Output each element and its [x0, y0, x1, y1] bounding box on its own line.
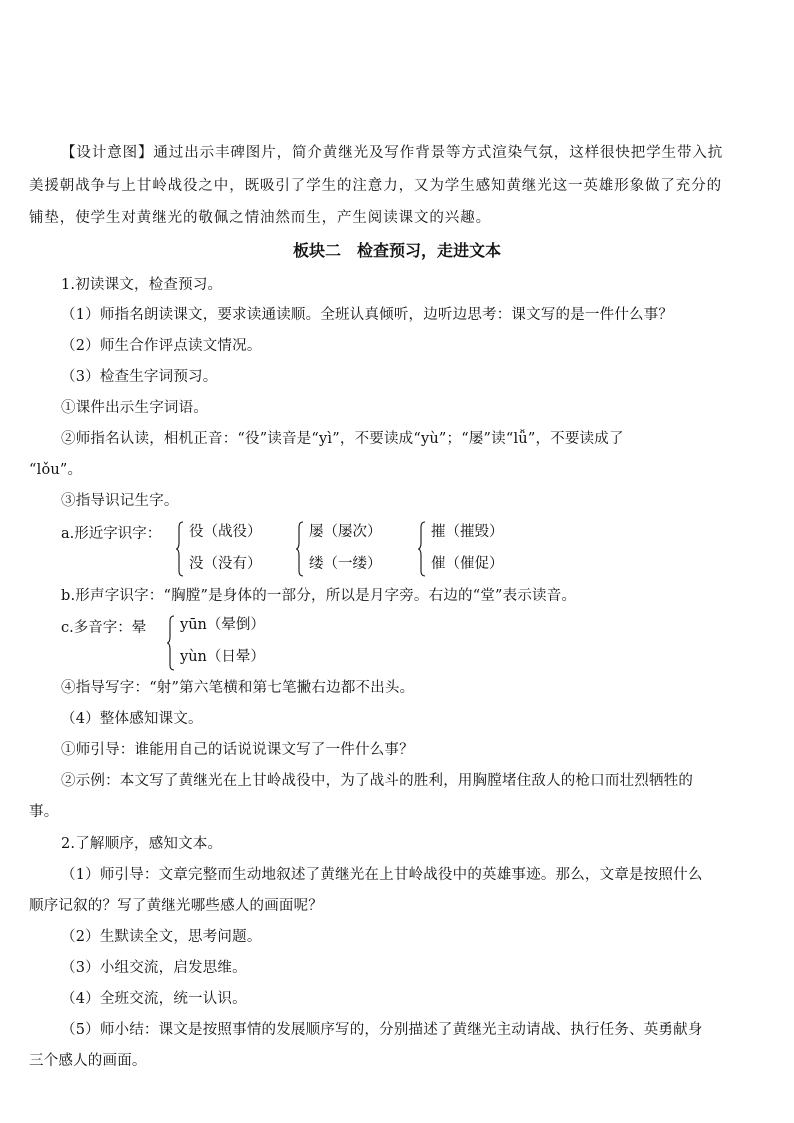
- s1-d2-line-2: 事。: [29, 804, 59, 820]
- s2-heading: 2.了解顺序，感知文本。: [61, 836, 223, 852]
- s2-p3: （3）小组交流，启发思维。: [61, 960, 247, 976]
- s1-d1: ①师引导：谁能用自己的话说说课文写了一件什么事？: [61, 742, 414, 758]
- char-cui-urge: 催（催促）: [431, 556, 504, 572]
- reading-yun1: yūn（晕倒）: [180, 617, 265, 633]
- char-lv-strand: 缕（一缕）: [309, 556, 382, 572]
- section-title: 板块二 检查预习，走进文本: [292, 241, 501, 260]
- reading-yun4: yùn（日晕）: [180, 649, 265, 665]
- design-intent-line-3: 铺垫，使学生对黄继光的敬佩之情油然而生，产生阅读课文的兴趣。: [29, 210, 491, 226]
- s2-p5-line-2: 三个感人的画面。: [29, 1053, 147, 1069]
- s2-p1-line-2: 顺序记叙的？写了黄继光哪些感人的画面呢？: [29, 898, 323, 914]
- s1-c2-line-2: “lǒu”。: [29, 462, 83, 478]
- s1-c3: ③指导识记生字。: [61, 493, 179, 509]
- similar-chars-label: a.形近字识字：: [61, 526, 162, 542]
- char-cui-destroy: 摧（摧毁）: [431, 524, 504, 540]
- s1-p2: （2）师生合作评点读文情况。: [61, 338, 262, 354]
- design-intent-line-2: 美援朝战争与上甘岭战役之中，既吸引了学生的注意力，又为学生感知黄继光这一英雄形象做了充分的: [29, 178, 722, 194]
- brace-group-3: [418, 521, 426, 577]
- brace-polyphonic: [167, 615, 175, 671]
- s1-c1: ①课件出示生字词语。: [61, 400, 208, 416]
- char-yi-war: 役（战役）: [189, 524, 262, 540]
- s1-c4: ④指导写字：“射”第六笔横和第七笔撇右边都不出头。: [61, 680, 415, 696]
- brace-group-1: [176, 521, 184, 577]
- s1-p4: （4）整体感知课文。: [61, 711, 203, 727]
- polyphonic-label: c.多音字：晕: [61, 620, 147, 636]
- s1-b: b.形声字识字：“胸膛”是身体的一部分，所以是月字旁。右边的“堂”表示读音。: [61, 588, 577, 604]
- s1-heading: 1.初读课文，检查预习。: [61, 277, 223, 293]
- s2-p1-line-1: （1）师引导：文章完整而生动地叙述了黄继光在上甘岭战役中的英雄事迹。那么，文章是按照什么: [61, 867, 703, 883]
- s1-p1: （1）师指名朗读课文，要求读通读顺。全班认真倾听，边听边思考：课文写的是一件什么事？: [61, 307, 674, 323]
- char-lv-repeatedly: 屡（屡次）: [309, 524, 382, 540]
- brace-group-2: [296, 521, 304, 577]
- design-intent-line-1: 【设计意图】通过出示丰碑图片，简介黄继光及写作背景等方式渲染气氛，这样很快把学生带入抗: [61, 145, 724, 161]
- s2-p2: （2）生默读全文，思考问题。: [61, 929, 262, 945]
- s2-p5-line-1: （5）师小结：课文是按照事情的发展顺序写的，分别描述了黄继光主动请战、执行任务、英勇献身: [61, 1022, 703, 1038]
- s1-d2-line-1: ②示例：本文写了黄继光在上甘岭战役中，为了战斗的胜利，用胸膛堵住敌人的枪口而壮烈牺牲的: [61, 773, 694, 789]
- s1-c2-line-1: ②师指名认读，相机正音：“役”读音是“yì”，不要读成“yù”；“屡”读“lǚ”，不要读成了: [61, 431, 624, 447]
- char-mei-none: 没（没有）: [189, 556, 262, 572]
- s2-p4: （4）全班交流，统一认识。: [61, 991, 247, 1007]
- s1-p3: （3）检查生字词预习。: [61, 369, 218, 385]
